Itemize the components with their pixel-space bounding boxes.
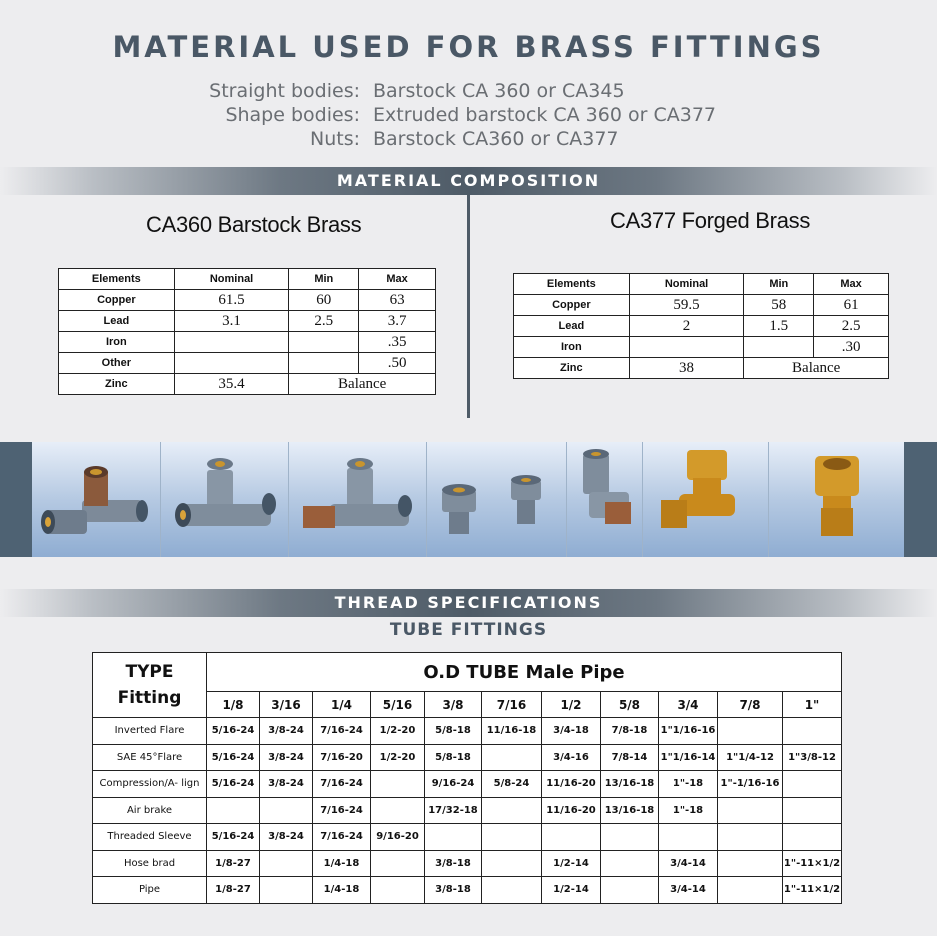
min-value: 1.5 (744, 316, 814, 337)
thread-size-cell: 3/8-24 (260, 824, 313, 851)
nominal-value: 59.5 (629, 295, 744, 316)
size-header: 3/8 (425, 692, 482, 718)
thread-size-cell (601, 877, 659, 904)
ca360-header-row (59, 269, 436, 290)
size-header: 5/16 (371, 692, 425, 718)
min-value (289, 353, 359, 374)
thread-size-cell (718, 877, 783, 904)
thread-size-cell: 1"1/16-16 (659, 718, 718, 745)
thread-size-cell: 7/8-18 (601, 718, 659, 745)
photo-tee-fitting-3 (288, 442, 427, 557)
elbow-fitting-icon (567, 442, 643, 557)
fitting-type: Inverted Flare (93, 718, 207, 745)
thread-size-cell: 1/2-20 (371, 744, 425, 771)
photo-brass-connector (768, 442, 904, 557)
thread-size-cell: 3/8-18 (425, 850, 482, 877)
ca377-title: CA377 Forged Brass (610, 208, 811, 233)
ca360-table (58, 268, 436, 395)
element-name: Copper (59, 290, 175, 311)
thread-size-cell: 7/16-24 (313, 824, 371, 851)
ca377-header-row (514, 274, 889, 295)
table-row (93, 718, 842, 745)
fitting-type: Compression/A- lign (93, 771, 207, 798)
ca377-header-nominal: Nominal (629, 274, 744, 295)
nominal-value: 3.1 (174, 311, 289, 332)
nominal-value (174, 332, 289, 353)
product-photo-strip (0, 442, 937, 557)
thread-size-cell: 1"-18 (659, 771, 718, 798)
size-header: 1/8 (207, 692, 260, 718)
table-row (514, 316, 889, 337)
thread-size-cell (371, 771, 425, 798)
thread-size-cell: 7/16-20 (313, 744, 371, 771)
thread-size-cell (371, 850, 425, 877)
fitting-type: Air brake (93, 797, 207, 824)
max-value: 3.7 (359, 311, 436, 332)
thread-size-cell: 5/8-18 (425, 744, 482, 771)
table-row (514, 337, 889, 358)
size-header: 3/4 (659, 692, 718, 718)
thread-size-cell (371, 877, 425, 904)
nominal-value: 61.5 (174, 290, 289, 311)
max-value: .30 (814, 337, 889, 358)
thread-size-cell: 3/8-24 (260, 718, 313, 745)
table-row (59, 311, 436, 332)
spec-body (93, 718, 842, 904)
material-label-shape: Shape bodies: (225, 104, 360, 126)
thread-size-cell: 3/8-18 (425, 877, 482, 904)
thread-size-cell: 5/16-24 (207, 744, 260, 771)
straight-fittings-icon (427, 442, 567, 557)
thread-size-cell: 1/2-20 (371, 718, 425, 745)
thread-size-cell (659, 824, 718, 851)
photo-straight-fittings (426, 442, 567, 557)
size-header: 1/4 (313, 692, 371, 718)
thread-size-cell: 1"1/16-14 (659, 744, 718, 771)
tee-fitting-icon (32, 442, 160, 557)
thread-size-cell: 1"-1/16-16 (718, 771, 783, 798)
thread-size-cell (783, 824, 842, 851)
ca360-title: CA360 Barstock Brass (146, 212, 362, 237)
table-row (93, 744, 842, 771)
thread-size-cell (482, 850, 542, 877)
max-value: .35 (359, 332, 436, 353)
thread-band-title: THREAD SPECIFICATIONS (334, 593, 603, 612)
material-value-shape: Extruded barstock CA 360 or CA377 (373, 104, 716, 126)
thread-size-cell: 7/16-24 (313, 797, 371, 824)
photo-tee-fitting-2 (160, 442, 289, 557)
thread-size-cell: 1"-11×1/2 (783, 877, 842, 904)
min-value: 58 (744, 295, 814, 316)
ca360-header-max: Max (359, 269, 436, 290)
table-row (514, 358, 889, 379)
ca377-table (513, 273, 889, 379)
max-value: 2.5 (814, 316, 889, 337)
ca360-header-elements: Elements (59, 269, 175, 290)
thread-size-cell (482, 797, 542, 824)
balance-value: Balance (744, 358, 889, 379)
thread-size-cell (601, 824, 659, 851)
table-row (93, 850, 842, 877)
thread-size-cell: 11/16-18 (482, 718, 542, 745)
thread-size-cell: 5/16-24 (207, 824, 260, 851)
ca360-header-nominal: Nominal (174, 269, 289, 290)
thread-size-cell: 9/16-20 (371, 824, 425, 851)
type-fitting-header (93, 653, 207, 718)
thread-size-cell: 13/16-18 (601, 771, 659, 798)
material-label-nuts: Nuts: (309, 128, 360, 150)
size-header: 1/2 (542, 692, 601, 718)
element-name: Zinc (59, 374, 175, 395)
photo-brass-elbow (642, 442, 769, 557)
tee-fitting-icon (161, 442, 289, 557)
thread-size-cell (371, 797, 425, 824)
nominal-value (174, 353, 289, 374)
thread-size-cell: 9/16-24 (425, 771, 482, 798)
table-row (93, 771, 842, 798)
thread-size-cell (718, 718, 783, 745)
thread-size-cell (425, 824, 482, 851)
element-name: Zinc (514, 358, 630, 379)
thread-size-cell (260, 797, 313, 824)
thread-size-cell: 5/16-24 (207, 771, 260, 798)
thread-size-cell: 7/8-14 (601, 744, 659, 771)
thread-size-cell (482, 877, 542, 904)
ca377-header-elements: Elements (514, 274, 630, 295)
ca377-header-min: Min (744, 274, 814, 295)
thread-size-cell: 1/8-27 (207, 877, 260, 904)
thread-size-cell (260, 850, 313, 877)
thread-size-cell: 17/32-18 (425, 797, 482, 824)
thread-size-cell: 3/8-24 (260, 744, 313, 771)
section-divider (467, 193, 470, 418)
thread-size-cell (783, 771, 842, 798)
fitting-type: SAE 45°Flare (93, 744, 207, 771)
element-name: Other (59, 353, 175, 374)
element-name: Copper (514, 295, 630, 316)
nominal-value: 2 (629, 316, 744, 337)
thread-size-cell: 1/4-18 (313, 850, 371, 877)
thread-size-cell (482, 744, 542, 771)
thread-size-cell: 5/8-24 (482, 771, 542, 798)
thread-size-cell (601, 850, 659, 877)
fitting-type: Pipe (93, 877, 207, 904)
thread-size-cell (718, 850, 783, 877)
size-header: 5/8 (601, 692, 659, 718)
type-header-line-2: Fitting (117, 688, 182, 708)
thread-size-cell: 5/8-18 (425, 718, 482, 745)
max-value: 61 (814, 295, 889, 316)
element-name: Lead (59, 311, 175, 332)
thread-size-cell: 13/16-18 (601, 797, 659, 824)
photo-elbow-fitting (566, 442, 643, 557)
thread-size-cell: 3/4-16 (542, 744, 601, 771)
size-header: 7/8 (718, 692, 783, 718)
thread-size-cell (783, 718, 842, 745)
thread-size-cell (207, 797, 260, 824)
table-row (93, 797, 842, 824)
page-title: MATERIAL USED FOR BRASS FITTINGS (112, 30, 825, 64)
thread-size-cell: 1/8-27 (207, 850, 260, 877)
thread-size-cell: 11/16-20 (542, 771, 601, 798)
thread-size-cell (783, 797, 842, 824)
fitting-type: Threaded Sleeve (93, 824, 207, 851)
nominal-value: 35.4 (174, 374, 289, 395)
tee-fitting-icon (289, 442, 427, 557)
thread-size-cell: 1/2-14 (542, 850, 601, 877)
thread-size-cell: 7/16-24 (313, 771, 371, 798)
material-value-straight: Barstock CA 360 or CA345 (373, 80, 625, 102)
min-value (289, 332, 359, 353)
thread-size-cell: 1"1/4-12 (718, 744, 783, 771)
thread-size-cell: 3/4-18 (542, 718, 601, 745)
max-value: .50 (359, 353, 436, 374)
max-value: 63 (359, 290, 436, 311)
type-header-line-1: TYPE (125, 662, 174, 682)
thread-subtitle: TUBE FITTINGS (389, 620, 548, 640)
thread-size-cell: 1"-11×1/2 (783, 850, 842, 877)
thread-size-cell: 1/2-14 (542, 877, 601, 904)
material-label-straight: Straight bodies: (209, 80, 360, 102)
table-row (59, 332, 436, 353)
thread-size-cell (718, 797, 783, 824)
table-row (93, 824, 842, 851)
table-row (59, 353, 436, 374)
table-row (93, 877, 842, 904)
thread-size-cell: 5/16-24 (207, 718, 260, 745)
table-row (59, 290, 436, 311)
thread-size-cell (542, 824, 601, 851)
composition-band-title: MATERIAL COMPOSITION (336, 171, 601, 190)
thread-size-cell: 3/4-14 (659, 877, 718, 904)
size-header: 7/16 (482, 692, 542, 718)
ca360-header-min: Min (289, 269, 359, 290)
thread-size-cell (260, 877, 313, 904)
photo-tee-fitting-1 (32, 442, 160, 557)
table-row (59, 374, 436, 395)
thread-size-cell: 7/16-24 (313, 718, 371, 745)
element-name: Iron (59, 332, 175, 353)
ca377-header-max: Max (814, 274, 889, 295)
thread-size-cell: 1/4-18 (313, 877, 371, 904)
thread-size-cell (718, 824, 783, 851)
thread-size-cell: 3/4-14 (659, 850, 718, 877)
table-row (514, 295, 889, 316)
thread-size-cell: 3/8-24 (260, 771, 313, 798)
spec-header-row (93, 653, 842, 692)
size-header: 1" (783, 692, 842, 718)
min-value: 2.5 (289, 311, 359, 332)
fitting-type: Hose brad (93, 850, 207, 877)
brass-connector-icon (769, 442, 904, 557)
thread-size-cell: 1"-18 (659, 797, 718, 824)
nominal-value (629, 337, 744, 358)
nominal-value: 38 (629, 358, 744, 379)
element-name: Lead (514, 316, 630, 337)
material-value-nuts: Barstock CA360 or CA377 (373, 128, 619, 150)
size-header: 3/16 (260, 692, 313, 718)
od-tube-header: O.D TUBE Male Pipe (207, 653, 842, 692)
thread-size-cell: 1"3/8-12 (783, 744, 842, 771)
thread-size-cell: 11/16-20 (542, 797, 601, 824)
element-name: Iron (514, 337, 630, 358)
min-value: 60 (289, 290, 359, 311)
thread-size-cell (482, 824, 542, 851)
balance-value: Balance (289, 374, 436, 395)
min-value (744, 337, 814, 358)
thread-spec-table (92, 652, 842, 904)
brass-elbow-icon (643, 442, 769, 557)
